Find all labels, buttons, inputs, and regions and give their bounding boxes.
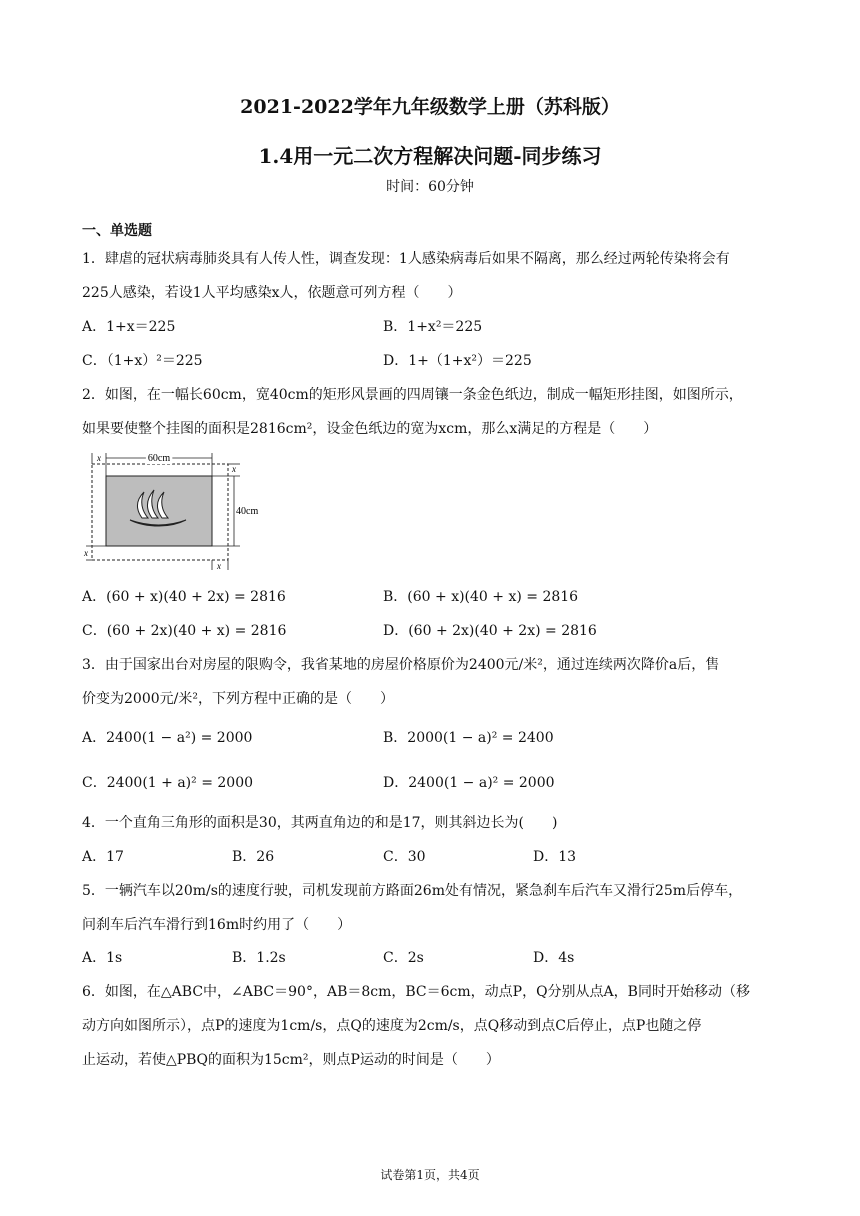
q1-option-b[interactable]: B．1+x²＝225 [383, 319, 483, 335]
section-heading: 一、单选题 [82, 223, 152, 239]
q4-option-a[interactable]: A．17 [82, 849, 124, 865]
dim-x-right: x [232, 464, 236, 474]
q6-stem-line2: 动方向如图所示），点P的速度为1cm/s，点Q的速度为2cm/s，点Q移动到点C后停止，点P也随之停 [82, 1018, 702, 1034]
q3-option-a[interactable]: A．2400(1 − a²) = 2000 [82, 730, 253, 746]
q4-stem-line1: 4．一个直角三角形的面积是30，其两直角边的和是17，则其斜边长为( ) [82, 815, 558, 831]
q2-option-b[interactable]: B．(60 + x)(40 + x) = 2816 [383, 589, 579, 605]
page-footer: 试卷第1页，共4页 [380, 1168, 480, 1182]
q1-option-a[interactable]: A．1+x＝225 [82, 319, 176, 335]
frame-figure [82, 450, 262, 572]
q2-option-d[interactable]: D．(60 + 2x)(40 + 2x) = 2816 [383, 623, 597, 639]
q1-stem-line1: 1．肆虐的冠状病毒肺炎具有人传人性，调查发现：1人感染病毒后如果不隔离，那么经过两轮传染将会有 [82, 251, 730, 267]
q2-option-a[interactable]: A．(60 + x)(40 + 2x) = 2816 [82, 589, 286, 605]
time-limit: 时间：60分钟 [386, 179, 474, 195]
q1-option-d[interactable]: D．1+（1+x²）＝225 [383, 353, 532, 369]
q3-stem-line2: 价变为2000元/米²，下列方程中正确的是（ ） [82, 691, 394, 707]
q2-stem-line2: 如果要使整个挂图的面积是2816cm²，设金色纸边的宽为xcm，那么x满足的方程是（ ） [82, 421, 658, 437]
q1-option-c[interactable]: C．（1+x）²＝225 [82, 353, 203, 369]
q5-stem-line2: 问刹车后汽车滑行到16m时约用了（ ） [82, 917, 352, 933]
q3-option-b[interactable]: B．2000(1 − a)² = 2400 [383, 730, 554, 746]
q4-option-c[interactable]: C．30 [383, 849, 426, 865]
dim-x-top: x [97, 453, 101, 463]
q3-stem-line1: 3．由于国家出台对房屋的限购令，我省某地的房屋价格原价为2400元/米²，通过连续两次降价a后，售 [82, 657, 720, 673]
q3-option-c[interactable]: C．2400(1 + a)² = 2000 [82, 775, 254, 791]
q6-stem-line3: 止运动，若使△PBQ的面积为15cm²，则点P运动的时间是（ ） [82, 1052, 500, 1068]
q5-option-a[interactable]: A．1s [82, 950, 123, 966]
q2-stem-line1: 2．如图，在一幅长60cm，宽40cm的矩形风景画的四周镶一条金色纸边，制成一幅矩形挂图，如图所示， [82, 387, 743, 403]
page-title: 2021-2022学年九年级数学上册（苏科版） [240, 96, 620, 118]
q5-option-c[interactable]: C．2s [383, 950, 424, 966]
q5-option-b[interactable]: B．1.2s [232, 950, 286, 966]
q1-stem-line2: 225人感染，若设1人平均感染x人，依题意可列方程（ ） [82, 285, 462, 301]
q5-stem-line1: 5．一辆汽车以20m/s的速度行驶，司机发现前方路面26m处有情况，紧急刹车后汽车又滑行25m后停车， [82, 883, 743, 899]
dim-length-label: 60cm [147, 453, 171, 464]
page-subtitle: 1.4用一元二次方程解决问题-同步练习 [258, 144, 602, 168]
q4-option-b[interactable]: B．26 [232, 849, 275, 865]
q5-option-d[interactable]: D．4s [533, 950, 575, 966]
q3-option-d[interactable]: D．2400(1 − a)² = 2000 [383, 775, 555, 791]
dim-x-left: x [84, 548, 88, 558]
dim-x-bottom: x [217, 561, 221, 571]
q2-option-c[interactable]: C．(60 + 2x)(40 + x) = 2816 [82, 623, 287, 639]
q4-option-d[interactable]: D．13 [533, 849, 577, 865]
dim-width-label: 40cm [236, 506, 259, 517]
q6-stem-line1: 6．如图，在△ABC中，∠ABC＝90°，AB＝8cm，BC＝6cm，动点P，Q分别从点A，B同时开始移动（移 [82, 984, 750, 1000]
